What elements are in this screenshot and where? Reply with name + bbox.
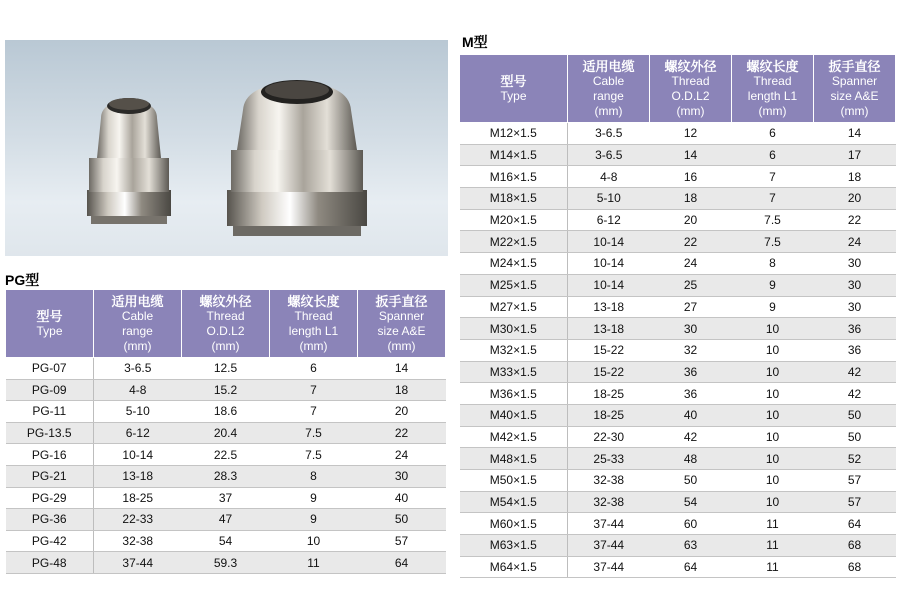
value-cell: 9 bbox=[732, 274, 814, 296]
type-cell: PG-36 bbox=[6, 509, 94, 531]
value-cell: 6-12 bbox=[568, 209, 650, 231]
value-cell: 48 bbox=[650, 448, 732, 470]
value-cell: 6 bbox=[732, 123, 814, 145]
type-cell: M14×1.5 bbox=[460, 144, 568, 166]
type-cell: M24×1.5 bbox=[460, 253, 568, 275]
value-cell: 32-38 bbox=[568, 470, 650, 492]
table-row bbox=[6, 358, 446, 380]
value-cell: 6-12 bbox=[94, 422, 182, 444]
value-cell: 10 bbox=[732, 404, 814, 426]
type-cell: M30×1.5 bbox=[460, 318, 568, 340]
value-cell: 24 bbox=[814, 231, 896, 253]
value-cell: 52 bbox=[814, 448, 896, 470]
value-cell: 18-25 bbox=[568, 383, 650, 405]
table-row bbox=[6, 444, 446, 466]
type-cell: PG-29 bbox=[6, 487, 94, 509]
value-cell: 42 bbox=[814, 361, 896, 383]
value-cell: 24 bbox=[650, 253, 732, 275]
type-cell: M36×1.5 bbox=[460, 383, 568, 405]
type-cell: PG-21 bbox=[6, 465, 94, 487]
table-row bbox=[6, 379, 446, 401]
value-cell: 18-25 bbox=[568, 404, 650, 426]
value-cell: 11 bbox=[732, 535, 814, 557]
value-cell: 14 bbox=[358, 358, 446, 380]
column-header-chinese: 螺纹外径 bbox=[664, 58, 717, 74]
table-row bbox=[460, 448, 896, 470]
value-cell: 42 bbox=[814, 383, 896, 405]
m-column-header bbox=[732, 55, 814, 123]
type-cell: PG-16 bbox=[6, 444, 94, 466]
column-header-english: Spanner size A&E (mm) bbox=[830, 73, 879, 118]
table-row bbox=[460, 144, 896, 166]
value-cell: 32-38 bbox=[568, 491, 650, 513]
value-cell: 4-8 bbox=[94, 379, 182, 401]
value-cell: 37 bbox=[182, 487, 270, 509]
value-cell: 17 bbox=[814, 144, 896, 166]
value-cell: 64 bbox=[358, 552, 446, 574]
table-row bbox=[6, 552, 446, 574]
type-cell: M48×1.5 bbox=[460, 448, 568, 470]
table-row bbox=[6, 465, 446, 487]
value-cell: 27 bbox=[650, 296, 732, 318]
table-row bbox=[460, 231, 896, 253]
type-cell: M60×1.5 bbox=[460, 513, 568, 535]
value-cell: 10-14 bbox=[94, 444, 182, 466]
m-table-header bbox=[460, 55, 896, 123]
value-cell: 25-33 bbox=[568, 448, 650, 470]
value-cell: 20 bbox=[650, 209, 732, 231]
value-cell: 64 bbox=[650, 556, 732, 578]
value-cell: 50 bbox=[650, 470, 732, 492]
value-cell: 7 bbox=[270, 401, 358, 423]
value-cell: 10 bbox=[732, 470, 814, 492]
type-cell: PG-13.5 bbox=[6, 422, 94, 444]
pg-column-header bbox=[6, 290, 94, 358]
value-cell: 10 bbox=[732, 361, 814, 383]
value-cell: 10-14 bbox=[568, 231, 650, 253]
cable-glands-image bbox=[5, 40, 448, 256]
value-cell: 36 bbox=[650, 361, 732, 383]
value-cell: 10-14 bbox=[568, 274, 650, 296]
column-header-chinese: 螺纹长度 bbox=[287, 293, 340, 309]
m-column-header bbox=[650, 55, 732, 123]
value-cell: 12 bbox=[650, 123, 732, 145]
pg-column-header bbox=[182, 290, 270, 358]
value-cell: 30 bbox=[358, 465, 446, 487]
value-cell: 13-18 bbox=[568, 296, 650, 318]
table-row bbox=[460, 188, 896, 210]
value-cell: 42 bbox=[650, 426, 732, 448]
type-cell: M33×1.5 bbox=[460, 361, 568, 383]
value-cell: 22.5 bbox=[182, 444, 270, 466]
table-row bbox=[6, 487, 446, 509]
value-cell: 11 bbox=[732, 513, 814, 535]
value-cell: 47 bbox=[182, 509, 270, 531]
value-cell: 14 bbox=[814, 123, 896, 145]
value-cell: 22 bbox=[650, 231, 732, 253]
table-row bbox=[460, 426, 896, 448]
column-header-english: Type bbox=[500, 88, 527, 103]
large-gland bbox=[227, 80, 367, 236]
value-cell: 18 bbox=[814, 166, 896, 188]
value-cell: 16 bbox=[650, 166, 732, 188]
value-cell: 22 bbox=[814, 209, 896, 231]
column-header-english: Thread length L1 (mm) bbox=[747, 73, 798, 118]
m-column-header bbox=[814, 55, 896, 123]
value-cell: 7 bbox=[732, 188, 814, 210]
pg-column-header bbox=[358, 290, 446, 358]
value-cell: 40 bbox=[358, 487, 446, 509]
type-cell: M54×1.5 bbox=[460, 491, 568, 513]
value-cell: 11 bbox=[732, 556, 814, 578]
value-cell: 54 bbox=[182, 530, 270, 552]
type-cell: M40×1.5 bbox=[460, 404, 568, 426]
column-header-english: Spanner size A&E (mm) bbox=[377, 308, 426, 353]
value-cell: 30 bbox=[814, 253, 896, 275]
column-header-chinese: 螺纹长度 bbox=[746, 58, 799, 74]
value-cell: 10 bbox=[270, 530, 358, 552]
value-cell: 10 bbox=[732, 426, 814, 448]
table-row bbox=[460, 383, 896, 405]
value-cell: 28.3 bbox=[182, 465, 270, 487]
value-cell: 22-33 bbox=[94, 509, 182, 531]
column-header-chinese: 扳手直径 bbox=[828, 58, 881, 74]
type-cell: M64×1.5 bbox=[460, 556, 568, 578]
type-cell: M12×1.5 bbox=[460, 123, 568, 145]
value-cell: 18-25 bbox=[94, 487, 182, 509]
column-header-english: Thread O.D.L2 (mm) bbox=[206, 308, 245, 353]
value-cell: 57 bbox=[814, 491, 896, 513]
value-cell: 15.2 bbox=[182, 379, 270, 401]
value-cell: 63 bbox=[650, 535, 732, 557]
column-header-english: Type bbox=[36, 323, 63, 338]
column-header-english: Cable range (mm) bbox=[121, 308, 154, 353]
value-cell: 57 bbox=[358, 530, 446, 552]
table-row bbox=[460, 556, 896, 578]
value-cell: 64 bbox=[814, 513, 896, 535]
type-cell: M18×1.5 bbox=[460, 188, 568, 210]
value-cell: 10 bbox=[732, 448, 814, 470]
table-row bbox=[460, 296, 896, 318]
value-cell: 3-6.5 bbox=[94, 358, 182, 380]
value-cell: 7.5 bbox=[732, 231, 814, 253]
value-cell: 15-22 bbox=[568, 361, 650, 383]
value-cell: 50 bbox=[814, 426, 896, 448]
table-row bbox=[6, 422, 446, 444]
table-row bbox=[460, 404, 896, 426]
pg-header-row bbox=[6, 290, 446, 358]
type-cell: M63×1.5 bbox=[460, 535, 568, 557]
value-cell: 6 bbox=[270, 358, 358, 380]
type-cell: PG-42 bbox=[6, 530, 94, 552]
table-row bbox=[460, 253, 896, 275]
value-cell: 30 bbox=[814, 296, 896, 318]
value-cell: 36 bbox=[814, 339, 896, 361]
value-cell: 7.5 bbox=[732, 209, 814, 231]
value-cell: 18.6 bbox=[182, 401, 270, 423]
type-cell: M25×1.5 bbox=[460, 274, 568, 296]
value-cell: 22-30 bbox=[568, 426, 650, 448]
value-cell: 10 bbox=[732, 491, 814, 513]
type-cell: M50×1.5 bbox=[460, 470, 568, 492]
value-cell: 7 bbox=[270, 379, 358, 401]
value-cell: 24 bbox=[358, 444, 446, 466]
value-cell: 68 bbox=[814, 556, 896, 578]
value-cell: 32 bbox=[650, 339, 732, 361]
pg-table-header bbox=[6, 290, 446, 358]
value-cell: 7.5 bbox=[270, 444, 358, 466]
value-cell: 20 bbox=[814, 188, 896, 210]
type-cell: M27×1.5 bbox=[460, 296, 568, 318]
column-header-english: Thread O.D.L2 (mm) bbox=[671, 73, 710, 118]
value-cell: 22 bbox=[358, 422, 446, 444]
value-cell: 13-18 bbox=[94, 465, 182, 487]
value-cell: 15-22 bbox=[568, 339, 650, 361]
value-cell: 12.5 bbox=[182, 358, 270, 380]
type-cell: M42×1.5 bbox=[460, 426, 568, 448]
value-cell: 18 bbox=[650, 188, 732, 210]
value-cell: 68 bbox=[814, 535, 896, 557]
value-cell: 13-18 bbox=[568, 318, 650, 340]
pg-column-header bbox=[94, 290, 182, 358]
value-cell: 7.5 bbox=[270, 422, 358, 444]
table-row bbox=[460, 274, 896, 296]
value-cell: 50 bbox=[814, 404, 896, 426]
type-cell: PG-09 bbox=[6, 379, 94, 401]
column-header-chinese: 适用电缆 bbox=[111, 293, 164, 309]
value-cell: 6 bbox=[732, 144, 814, 166]
value-cell: 32-38 bbox=[94, 530, 182, 552]
type-cell: M20×1.5 bbox=[460, 209, 568, 231]
type-cell: PG-11 bbox=[6, 401, 94, 423]
column-header-english: Thread length L1 (mm) bbox=[288, 308, 339, 353]
column-header-chinese: 扳手直径 bbox=[375, 293, 428, 309]
value-cell: 3-6.5 bbox=[568, 123, 650, 145]
value-cell: 40 bbox=[650, 404, 732, 426]
type-cell: M16×1.5 bbox=[460, 166, 568, 188]
table-row bbox=[460, 513, 896, 535]
m-table-body bbox=[460, 123, 896, 578]
type-cell: M22×1.5 bbox=[460, 231, 568, 253]
value-cell: 9 bbox=[270, 487, 358, 509]
value-cell: 10 bbox=[732, 318, 814, 340]
table-row bbox=[460, 535, 896, 557]
value-cell: 30 bbox=[814, 274, 896, 296]
table-row bbox=[460, 209, 896, 231]
small-gland bbox=[87, 98, 171, 224]
column-header-chinese: 型号 bbox=[36, 308, 63, 324]
value-cell: 4-8 bbox=[568, 166, 650, 188]
value-cell: 59.3 bbox=[182, 552, 270, 574]
type-cell: PG-07 bbox=[6, 358, 94, 380]
m-header-row bbox=[460, 55, 896, 123]
value-cell: 60 bbox=[650, 513, 732, 535]
table-row bbox=[460, 123, 896, 145]
pg-table-body bbox=[6, 358, 446, 574]
column-header-english: Cable range (mm) bbox=[592, 73, 625, 118]
table-row bbox=[6, 401, 446, 423]
type-cell: PG-48 bbox=[6, 552, 94, 574]
pg-section-title: PG型 bbox=[5, 272, 40, 288]
value-cell: 9 bbox=[732, 296, 814, 318]
m-spec-table bbox=[459, 54, 896, 578]
value-cell: 7 bbox=[732, 166, 814, 188]
product-photo bbox=[5, 40, 448, 256]
table-row bbox=[6, 530, 446, 552]
value-cell: 5-10 bbox=[94, 401, 182, 423]
value-cell: 36 bbox=[814, 318, 896, 340]
column-header-chinese: 适用电缆 bbox=[582, 58, 635, 74]
value-cell: 37-44 bbox=[568, 556, 650, 578]
value-cell: 9 bbox=[270, 509, 358, 531]
table-row bbox=[460, 470, 896, 492]
value-cell: 14 bbox=[650, 144, 732, 166]
table-row bbox=[460, 166, 896, 188]
value-cell: 18 bbox=[358, 379, 446, 401]
value-cell: 11 bbox=[270, 552, 358, 574]
value-cell: 36 bbox=[650, 383, 732, 405]
table-row bbox=[6, 509, 446, 531]
value-cell: 8 bbox=[732, 253, 814, 275]
value-cell: 10 bbox=[732, 339, 814, 361]
value-cell: 54 bbox=[650, 491, 732, 513]
value-cell: 57 bbox=[814, 470, 896, 492]
value-cell: 30 bbox=[650, 318, 732, 340]
value-cell: 8 bbox=[270, 465, 358, 487]
table-row bbox=[460, 339, 896, 361]
value-cell: 20 bbox=[358, 401, 446, 423]
value-cell: 50 bbox=[358, 509, 446, 531]
pg-column-header bbox=[270, 290, 358, 358]
value-cell: 20.4 bbox=[182, 422, 270, 444]
pg-spec-table bbox=[5, 289, 446, 574]
m-column-header bbox=[568, 55, 650, 123]
value-cell: 10 bbox=[732, 383, 814, 405]
table-row bbox=[460, 491, 896, 513]
table-row bbox=[460, 318, 896, 340]
type-cell: M32×1.5 bbox=[460, 339, 568, 361]
m-section-title: M型 bbox=[462, 34, 488, 50]
value-cell: 10-14 bbox=[568, 253, 650, 275]
value-cell: 3-6.5 bbox=[568, 144, 650, 166]
m-column-header bbox=[460, 55, 568, 123]
value-cell: 37-44 bbox=[568, 513, 650, 535]
value-cell: 25 bbox=[650, 274, 732, 296]
column-header-chinese: 螺纹外径 bbox=[199, 293, 252, 309]
value-cell: 37-44 bbox=[568, 535, 650, 557]
column-header-chinese: 型号 bbox=[500, 73, 527, 89]
value-cell: 37-44 bbox=[94, 552, 182, 574]
value-cell: 5-10 bbox=[568, 188, 650, 210]
table-row bbox=[460, 361, 896, 383]
